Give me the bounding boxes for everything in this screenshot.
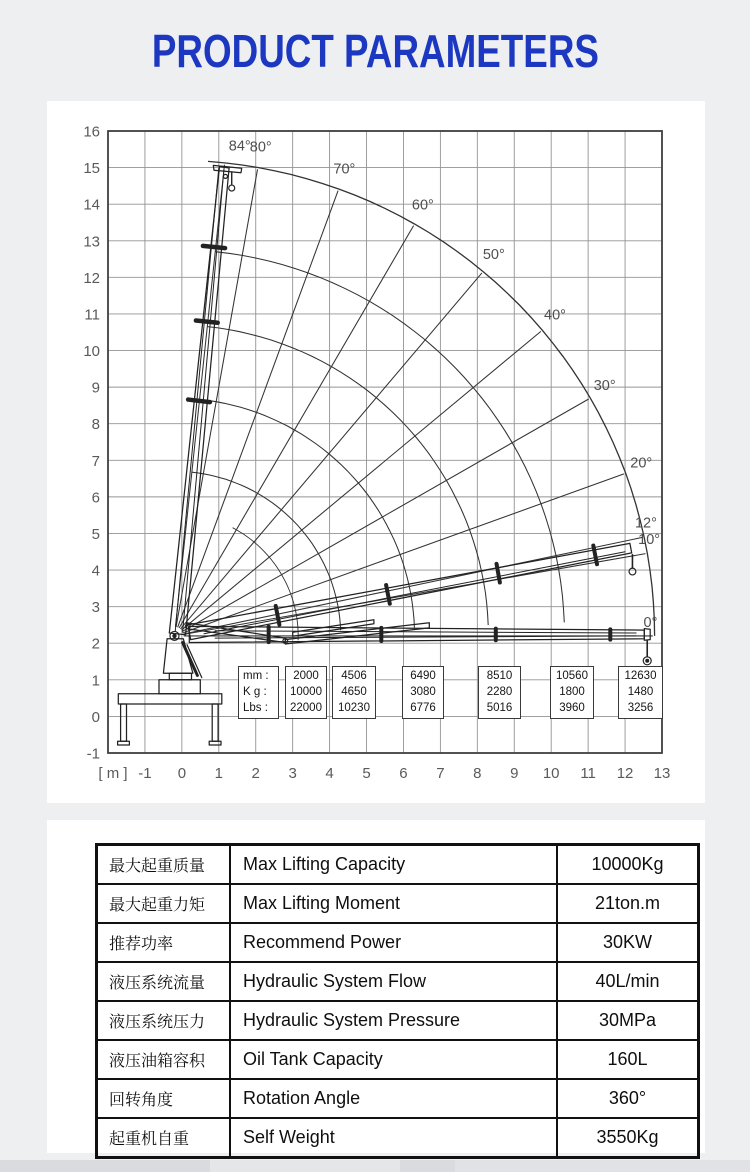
load-table-column: [550, 666, 594, 719]
svg-text:-1: -1: [86, 745, 100, 763]
svg-text:9: 9: [91, 379, 100, 397]
svg-text:0°: 0°: [643, 614, 658, 631]
spec-cn-label: 最大起重力矩: [97, 884, 231, 923]
spec-cn-label: 起重机自重: [97, 1118, 231, 1158]
svg-text:-1: -1: [138, 765, 152, 782]
svg-text:11: 11: [580, 765, 596, 782]
table-row: [97, 1079, 699, 1118]
crane-drawing: [118, 165, 652, 745]
table-row: [97, 845, 699, 885]
table-row: [97, 1001, 699, 1040]
lifting-range-chart-card: [47, 101, 705, 803]
load-lbs: 3256: [627, 702, 654, 715]
table-row: [97, 923, 699, 962]
page-title-text: PRODUCT PARAMETERS: [151, 25, 599, 77]
load-table-label-mm: mm :: [243, 670, 269, 682]
load-kg: 4650: [341, 686, 367, 699]
svg-text:8: 8: [473, 765, 482, 782]
svg-text:4: 4: [325, 765, 334, 782]
spec-en-label: Recommend Power: [230, 923, 557, 962]
svg-text:7: 7: [436, 765, 445, 782]
svg-text:30°: 30°: [593, 377, 616, 394]
page-title: [0, 24, 750, 78]
svg-text:6: 6: [91, 489, 100, 507]
svg-text:80°: 80°: [249, 139, 272, 156]
spec-cn-label: 液压系统压力: [97, 1001, 231, 1040]
spec-cn-label: 推荐功率: [97, 923, 231, 962]
svg-text:40°: 40°: [544, 307, 566, 324]
svg-text:7: 7: [91, 452, 100, 470]
spec-cn-label: 液压系统流量: [97, 962, 231, 1001]
spec-en-label: Max Lifting Moment: [230, 884, 557, 923]
spec-en-label: Self Weight: [230, 1118, 557, 1158]
spec-en-label: Hydraulic System Flow: [230, 962, 557, 1001]
spec-value: 360°: [557, 1079, 699, 1118]
spec-table: [95, 843, 700, 1159]
svg-text:2: 2: [251, 765, 260, 782]
svg-text:1: 1: [214, 765, 223, 782]
svg-text:16: 16: [83, 123, 100, 141]
load-kg: 3080: [410, 686, 436, 699]
svg-text:[ m ]: [ m ]: [98, 765, 128, 782]
svg-text:11: 11: [84, 306, 100, 324]
spec-en-label: Rotation Angle: [230, 1079, 557, 1118]
svg-text:1: 1: [91, 672, 100, 690]
svg-text:10°: 10°: [638, 532, 661, 549]
load-table-row-labels: [238, 666, 279, 719]
load-table-column: [478, 666, 521, 719]
lifting-range-chart: [47, 101, 705, 803]
svg-text:84°: 84°: [228, 138, 251, 155]
svg-text:4: 4: [91, 562, 100, 580]
svg-text:20°: 20°: [630, 455, 653, 472]
load-table-column: [285, 666, 327, 719]
spec-en-label: Oil Tank Capacity: [230, 1040, 557, 1079]
load-mm: 4506: [341, 670, 367, 682]
svg-text:5: 5: [91, 525, 100, 543]
load-lbs: 6776: [410, 702, 436, 715]
load-kg: 1800: [559, 686, 585, 699]
svg-text:12: 12: [83, 269, 100, 287]
svg-text:10: 10: [542, 765, 560, 782]
spec-en-label: Max Lifting Capacity: [230, 845, 557, 885]
load-mm: 8510: [486, 670, 513, 682]
table-row: [97, 1040, 699, 1079]
spec-cn-label: 液压油箱容积: [97, 1040, 231, 1079]
svg-text:0: 0: [177, 765, 187, 782]
load-mm: 10560: [556, 670, 588, 682]
spec-value: 21ton.m: [557, 884, 699, 923]
svg-text:15: 15: [83, 160, 100, 178]
svg-text:12°: 12°: [634, 515, 657, 532]
svg-text:14: 14: [83, 196, 100, 214]
svg-text:60°: 60°: [411, 197, 434, 214]
table-row: [97, 884, 699, 923]
spec-value: 30KW: [557, 923, 699, 962]
spec-value: 30MPa: [557, 1001, 699, 1040]
angle-fan: [175, 161, 654, 640]
load-lbs: 5016: [486, 702, 513, 715]
svg-text:13: 13: [83, 233, 100, 251]
load-table-column: [332, 666, 376, 719]
load-table-column: [402, 666, 444, 719]
load-lbs: 22000: [290, 702, 322, 715]
load-lbs: 10230: [338, 702, 370, 715]
svg-text:13: 13: [653, 765, 671, 782]
load-mm: 2000: [293, 670, 319, 682]
next-section-preview: [0, 1160, 750, 1172]
load-mm: 12630: [624, 670, 657, 682]
spec-cn-label: 最大起重质量: [97, 845, 231, 885]
svg-text:5: 5: [362, 765, 371, 782]
svg-text:2: 2: [91, 635, 100, 653]
spec-value: 10000Kg: [557, 845, 699, 885]
spec-value: 3550Kg: [557, 1118, 699, 1158]
svg-text:50°: 50°: [482, 246, 505, 263]
load-table-label-lbs: Lbs :: [243, 702, 268, 715]
spec-table-card: [47, 820, 705, 1153]
load-table-label-kg: K g :: [243, 686, 267, 699]
svg-text:9: 9: [510, 765, 519, 782]
svg-text:3: 3: [288, 765, 297, 782]
table-row: [97, 962, 699, 1001]
svg-text:0: 0: [91, 708, 100, 726]
svg-text:8: 8: [91, 416, 100, 434]
load-kg: 1480: [627, 686, 654, 699]
svg-text:70°: 70°: [333, 161, 356, 178]
load-kg: 10000: [290, 686, 322, 699]
load-lbs: 3960: [559, 702, 585, 715]
load-kg: 2280: [486, 686, 513, 699]
spec-en-label: Hydraulic System Pressure: [230, 1001, 557, 1040]
spec-cn-label: 回转角度: [97, 1079, 231, 1118]
spec-value: 40L/min: [557, 962, 699, 1001]
svg-text:3: 3: [91, 599, 100, 617]
load-mm: 6490: [410, 670, 436, 682]
svg-text:10: 10: [83, 343, 100, 361]
load-table-column: [618, 666, 663, 719]
svg-text:6: 6: [399, 765, 408, 782]
svg-text:12: 12: [616, 765, 634, 782]
spec-value: 160L: [557, 1040, 699, 1079]
table-row: [97, 1118, 699, 1158]
